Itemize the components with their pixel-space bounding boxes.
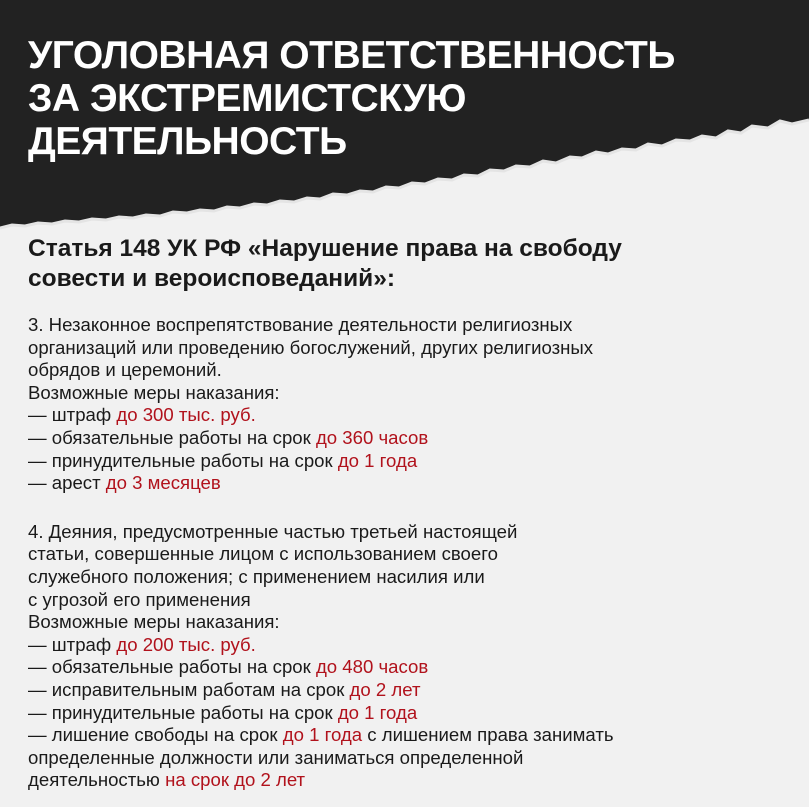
title-line: ЗА ЭКСТРЕМИСТСКУЮ (28, 77, 466, 120)
penalty-highlight: до 200 тыс. руб. (116, 633, 256, 655)
article-title (28, 234, 622, 294)
penalty-highlight: до 1 года (337, 701, 418, 723)
penalty-text: — арест (28, 472, 106, 494)
penalty-highlight: до 1 года (282, 724, 363, 746)
penalty-highlight: до 300 тыс. руб. (116, 404, 256, 426)
penalty-item (28, 404, 798, 427)
title-line: ДЕЯТЕЛЬНОСТЬ (28, 120, 347, 163)
penalty-text: с лишением права занимать (362, 724, 614, 746)
section-text-line: организаций или проведению богослужений, других религиозных (28, 336, 594, 358)
penalty-text: — обязательные работы на срок (28, 426, 316, 448)
section-text-line: 3. Незаконное воспрепятствование деятельности религиозных (28, 314, 573, 335)
section-4 (28, 521, 798, 792)
penalty-highlight: до 480 часов (315, 656, 429, 678)
penalties-label: Возможные меры наказания: (28, 381, 280, 403)
penalties-label: Возможные меры наказания: (28, 611, 280, 633)
penalty-item (28, 634, 798, 657)
section-text-line: с угрозой его применения (28, 588, 251, 610)
header-banner (0, 0, 809, 240)
article-title-line: Статья 148 УК РФ «Нарушение права на свободу (28, 235, 622, 262)
title-line: УГОЛОВНАЯ ОТВЕТСТВЕННОСТЬ (28, 34, 675, 77)
section-text-line: обрядов и церемоний. (28, 359, 222, 381)
penalty-item (28, 724, 798, 747)
penalty-continuation: определенные должности или заниматься определенной (28, 746, 524, 768)
penalty-continuation (28, 769, 798, 792)
penalty-text: — принудительные работы на срок (28, 449, 338, 471)
article-body (28, 314, 798, 792)
page-title (28, 34, 675, 163)
penalty-item (28, 472, 798, 495)
penalty-text: — принудительные работы на срок (28, 701, 338, 723)
section-spacer (28, 495, 798, 521)
penalty-text: — штраф (28, 404, 117, 426)
penalty-item (28, 450, 798, 473)
penalty-highlight: до 3 месяцев (105, 472, 221, 494)
penalty-text: — исправительным работам на срок (28, 678, 350, 700)
penalty-text: — штраф (28, 633, 117, 655)
article-title-line: совести и вероисповеданий»: (28, 265, 395, 292)
penalty-text: деятельностью (28, 769, 166, 791)
section-text-line: служебного положения; с применением насилия или (28, 565, 485, 587)
penalty-highlight: на срок до 2 лет (165, 769, 306, 791)
penalty-item (28, 702, 798, 725)
penalty-highlight: до 360 часов (315, 426, 429, 448)
section-text-line: 4. Деяния, предусмотренные частью третьей настоящей (28, 520, 518, 542)
penalty-highlight: до 2 лет (349, 678, 421, 700)
penalty-text: — лишение свободы на срок (28, 724, 283, 746)
penalty-item (28, 679, 798, 702)
penalty-highlight: до 1 года (337, 449, 418, 471)
penalty-text: — обязательные работы на срок (28, 656, 316, 678)
penalty-item (28, 427, 798, 450)
section-3 (28, 314, 798, 495)
section-text-line: статьи, совершенные лицом с использованием своего (28, 543, 498, 565)
penalty-item (28, 656, 798, 679)
